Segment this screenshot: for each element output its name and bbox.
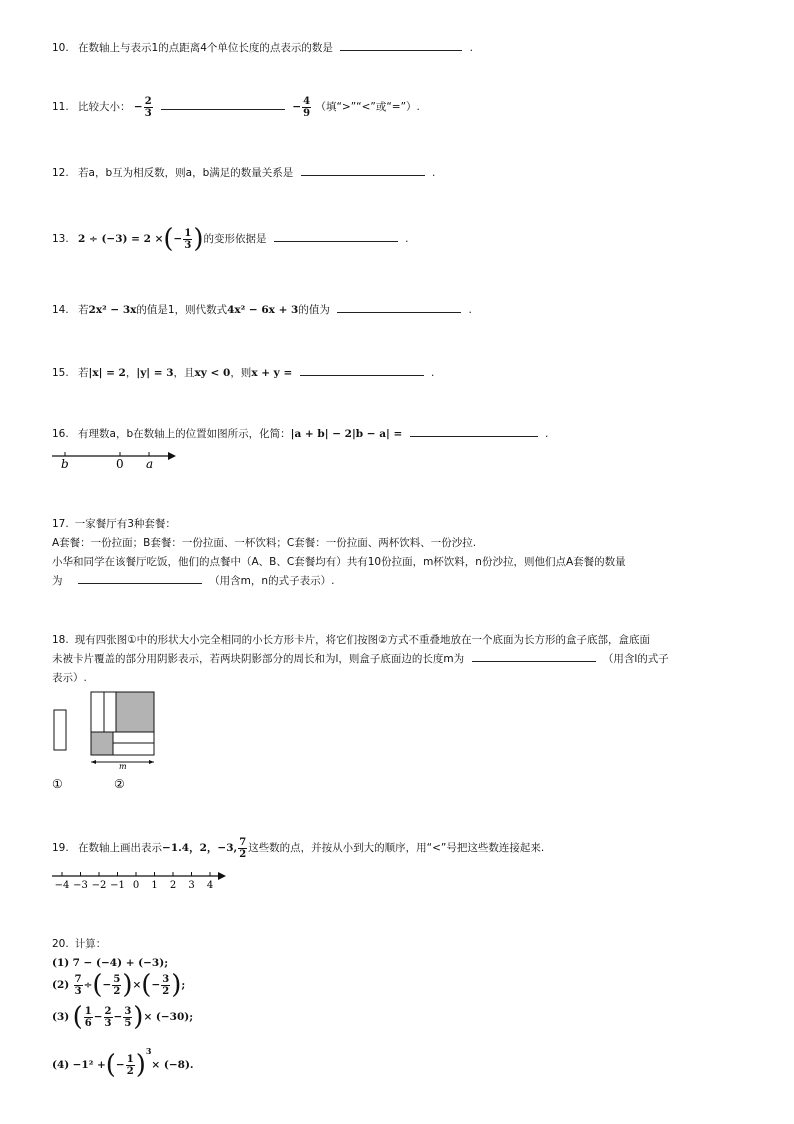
- part-label: (4): [52, 1059, 70, 1071]
- numerator: 2: [104, 1005, 112, 1017]
- axis-arrow: [218, 872, 226, 880]
- question-number: 20.: [52, 938, 69, 950]
- number-line-blank: [50, 868, 230, 892]
- answer-blank[interactable]: [161, 99, 285, 110]
- text-segment: 未被卡片覆盖的部分用阴影表示，若两块阴影部分的周长和为l，则盒子底面边的长度m为: [52, 653, 465, 665]
- question-number: 14.: [52, 304, 69, 316]
- fraction: [161, 974, 170, 997]
- exponent: 3: [145, 1046, 152, 1056]
- label-b: b: [61, 457, 69, 471]
- text-segment: 这些数的点，并按从小到大的顺序，用“<”号把这些数连接起来.: [248, 842, 545, 854]
- part-label: (2): [52, 979, 70, 991]
- question-11: [52, 92, 420, 122]
- shaded-region-top: [116, 692, 154, 732]
- text-segment: （用含l的式子: [602, 653, 669, 665]
- part-label: (1): [52, 957, 70, 969]
- period: .: [430, 367, 435, 379]
- question-12: [52, 165, 435, 181]
- numerator: 3: [162, 973, 170, 985]
- question-20-title: [52, 936, 106, 952]
- numerator: 7: [74, 973, 82, 985]
- expression: 7 − (−4) + (−3);: [72, 957, 169, 969]
- text-segment: 在数轴上画出表示: [78, 842, 163, 854]
- right-paren: ): [193, 224, 204, 254]
- question-number: 15.: [52, 367, 69, 379]
- question-number: 17.: [52, 518, 69, 530]
- values: −1.4，2，−3,: [162, 842, 238, 854]
- text-segment: 的值是1，则代数式: [136, 304, 228, 316]
- tick-label: 0: [132, 880, 140, 891]
- question-13: [52, 224, 409, 254]
- question-number: 16.: [52, 428, 69, 440]
- question-17-line-1: A套餐：一份拉面；B套餐：一份拉面、一杯饮料；C套餐：一份拉面、两杯饮料、一份沙拉.: [52, 537, 477, 549]
- period: .: [405, 233, 409, 245]
- text-segment: 若: [78, 304, 89, 316]
- period: .: [468, 304, 472, 316]
- question-number: 12.: [52, 167, 69, 179]
- hint-text: （填“>”“<”或“=”）.: [315, 101, 420, 113]
- label-zero: 0: [116, 457, 124, 471]
- text-segment: ，且: [173, 367, 195, 379]
- question-20-part-2: (2) $\frac{7}{3}$ ÷(− $\frac{5}{2}$ )×(− $\frac{3}{2}$ );: [52, 970, 186, 1000]
- numerator: 5: [113, 973, 121, 985]
- axis-arrow: [168, 452, 176, 460]
- question-text: 有理数a，b在数轴上的位置如图所示，化简：: [78, 428, 291, 440]
- period: .: [545, 428, 549, 440]
- fraction: [238, 837, 247, 860]
- answer-blank[interactable]: [78, 573, 202, 584]
- numerator: 3: [124, 1005, 132, 1017]
- question-number: 19.: [52, 842, 69, 854]
- question-20-part-3: (3) ( $\frac{1}{6}$ − $\frac{2}{3}$ − $\frac{3}{5}$ )× (−30);: [52, 1002, 194, 1032]
- expression: × (−30);: [143, 1011, 194, 1023]
- answer-blank[interactable]: [274, 231, 398, 242]
- question-16: [52, 426, 548, 442]
- denominator: 3: [104, 1017, 112, 1029]
- tick-label: −2: [91, 880, 107, 891]
- number-line-figure: [50, 446, 180, 472]
- fraction: [302, 96, 311, 119]
- label-a: a: [146, 457, 154, 471]
- denominator: 2: [126, 1065, 134, 1077]
- condition: |y| = 3: [136, 367, 174, 379]
- text-segment: （用含m，n的式子表示）.: [209, 575, 335, 587]
- question-text: 比较大小：: [78, 101, 131, 113]
- figure-1-card: [54, 710, 66, 750]
- fraction: [126, 1054, 135, 1077]
- denominator: 6: [84, 1017, 92, 1029]
- tick-label: 2: [169, 880, 177, 891]
- answer-blank[interactable]: [300, 365, 424, 376]
- text-segment: 的值为: [298, 304, 330, 316]
- question-number: 11.: [52, 101, 69, 113]
- denominator: 3: [184, 239, 192, 251]
- expression: × (−8).: [151, 1059, 194, 1071]
- question-17-title: [52, 516, 176, 532]
- minus-sign: −: [133, 101, 143, 113]
- question-text: 一家餐厅有3种套餐：: [74, 518, 176, 530]
- question-18-line-3: 表示）.: [52, 672, 87, 684]
- expression: −1² +: [72, 1059, 106, 1071]
- minus-sign: −: [173, 233, 183, 245]
- question-20-part-1: [52, 955, 168, 971]
- period: .: [431, 167, 436, 179]
- answer-blank[interactable]: [301, 165, 425, 176]
- denominator: 2: [162, 985, 170, 997]
- question-19: [52, 834, 544, 862]
- denominator: 9: [303, 107, 311, 119]
- condition: |x| = 2: [88, 367, 126, 379]
- question-number: 13.: [52, 233, 69, 245]
- question-number: 18.: [52, 634, 69, 646]
- fraction: [104, 1006, 113, 1029]
- numerator: 2: [144, 95, 152, 107]
- expression: x + y =: [251, 367, 293, 379]
- shaded-region-bottom: [91, 732, 113, 755]
- question-18-line-1: [52, 632, 650, 648]
- denominator: 2: [239, 848, 247, 860]
- question-text: 在数轴上与表示1的点距离4个单位长度的点表示的数是: [78, 42, 333, 54]
- question-14: [52, 302, 472, 318]
- period: .: [469, 42, 473, 54]
- expression: |a + b| − 2|b − a| =: [290, 428, 403, 440]
- denominator: 3: [144, 107, 152, 119]
- figure-2-label: ②: [114, 777, 125, 791]
- question-text: 若a，b互为相反数，则a，b满足的数量关系是: [78, 167, 294, 179]
- tick-label: 1: [151, 880, 158, 891]
- text-segment: 若: [78, 367, 89, 379]
- question-17-line-3: [52, 573, 334, 589]
- tick-label: −1: [110, 880, 125, 891]
- numerator: 1: [126, 1053, 134, 1065]
- denominator: 2: [113, 985, 121, 997]
- expression: 2 ÷ (−3) = 2 ×: [78, 233, 164, 245]
- fraction: [183, 228, 192, 251]
- denominator: 3: [74, 985, 82, 997]
- numerator: 4: [303, 95, 311, 107]
- text-segment: ，则: [230, 367, 252, 379]
- question-18-line-2: [52, 651, 669, 667]
- numerator: 1: [184, 227, 192, 239]
- condition: xy < 0: [194, 367, 231, 379]
- numerator: 7: [239, 836, 247, 848]
- expression: 2x² − 3x: [88, 304, 137, 316]
- text-segment: 为: [52, 575, 63, 587]
- figure-1-label: ①: [52, 777, 63, 791]
- tick-label: −4: [54, 880, 70, 891]
- dimension-arrow: [91, 760, 96, 764]
- answer-blank[interactable]: [410, 426, 538, 437]
- tick-label: 3: [188, 880, 195, 891]
- denominator: 5: [124, 1017, 132, 1029]
- fraction: [74, 974, 83, 997]
- dimension-arrow: [149, 760, 154, 764]
- tick-label: 4: [206, 880, 214, 891]
- question-20-part-4: (4) −1² +(− $\frac{1}{2}$ )$^3$× (−8).: [52, 1046, 194, 1080]
- question-15: 15. 若|x| = 2，|y| = 3，且xy < 0，则x + y = .: [52, 367, 435, 379]
- answer-blank[interactable]: [472, 651, 596, 662]
- dimension-label-m: m: [119, 762, 127, 771]
- minus-sign: −: [292, 101, 302, 113]
- card-figures: [50, 690, 170, 794]
- fraction: [84, 1006, 93, 1029]
- question-number: 10.: [52, 42, 69, 54]
- question-17-line-2: 小华和同学在该餐厅吃饭，他们的点餐中（A、B、C套餐均有）共有10份拉面，m杯饮料，n份沙拉，则他们点A套餐的数量: [52, 556, 626, 568]
- fraction: [112, 974, 121, 997]
- numerator: 1: [84, 1005, 92, 1017]
- question-10: [52, 40, 473, 56]
- answer-blank[interactable]: [340, 40, 462, 51]
- tick-label: −3: [73, 880, 88, 891]
- fraction: [144, 96, 153, 119]
- left-paren: (: [163, 224, 174, 254]
- answer-blank[interactable]: [337, 302, 461, 313]
- question-text: 现有四张图①中的形状大小完全相同的小长方形卡片，将它们按图②方式不重叠地放在一个底面为长方形的盒子底部，盒底面: [74, 634, 651, 646]
- question-text: 的变形依据是: [203, 233, 267, 245]
- fraction: [123, 1006, 132, 1029]
- part-label: (3): [52, 1011, 70, 1023]
- question-text: 计算：: [74, 938, 107, 950]
- expression: 4x² − 6x + 3: [227, 304, 299, 316]
